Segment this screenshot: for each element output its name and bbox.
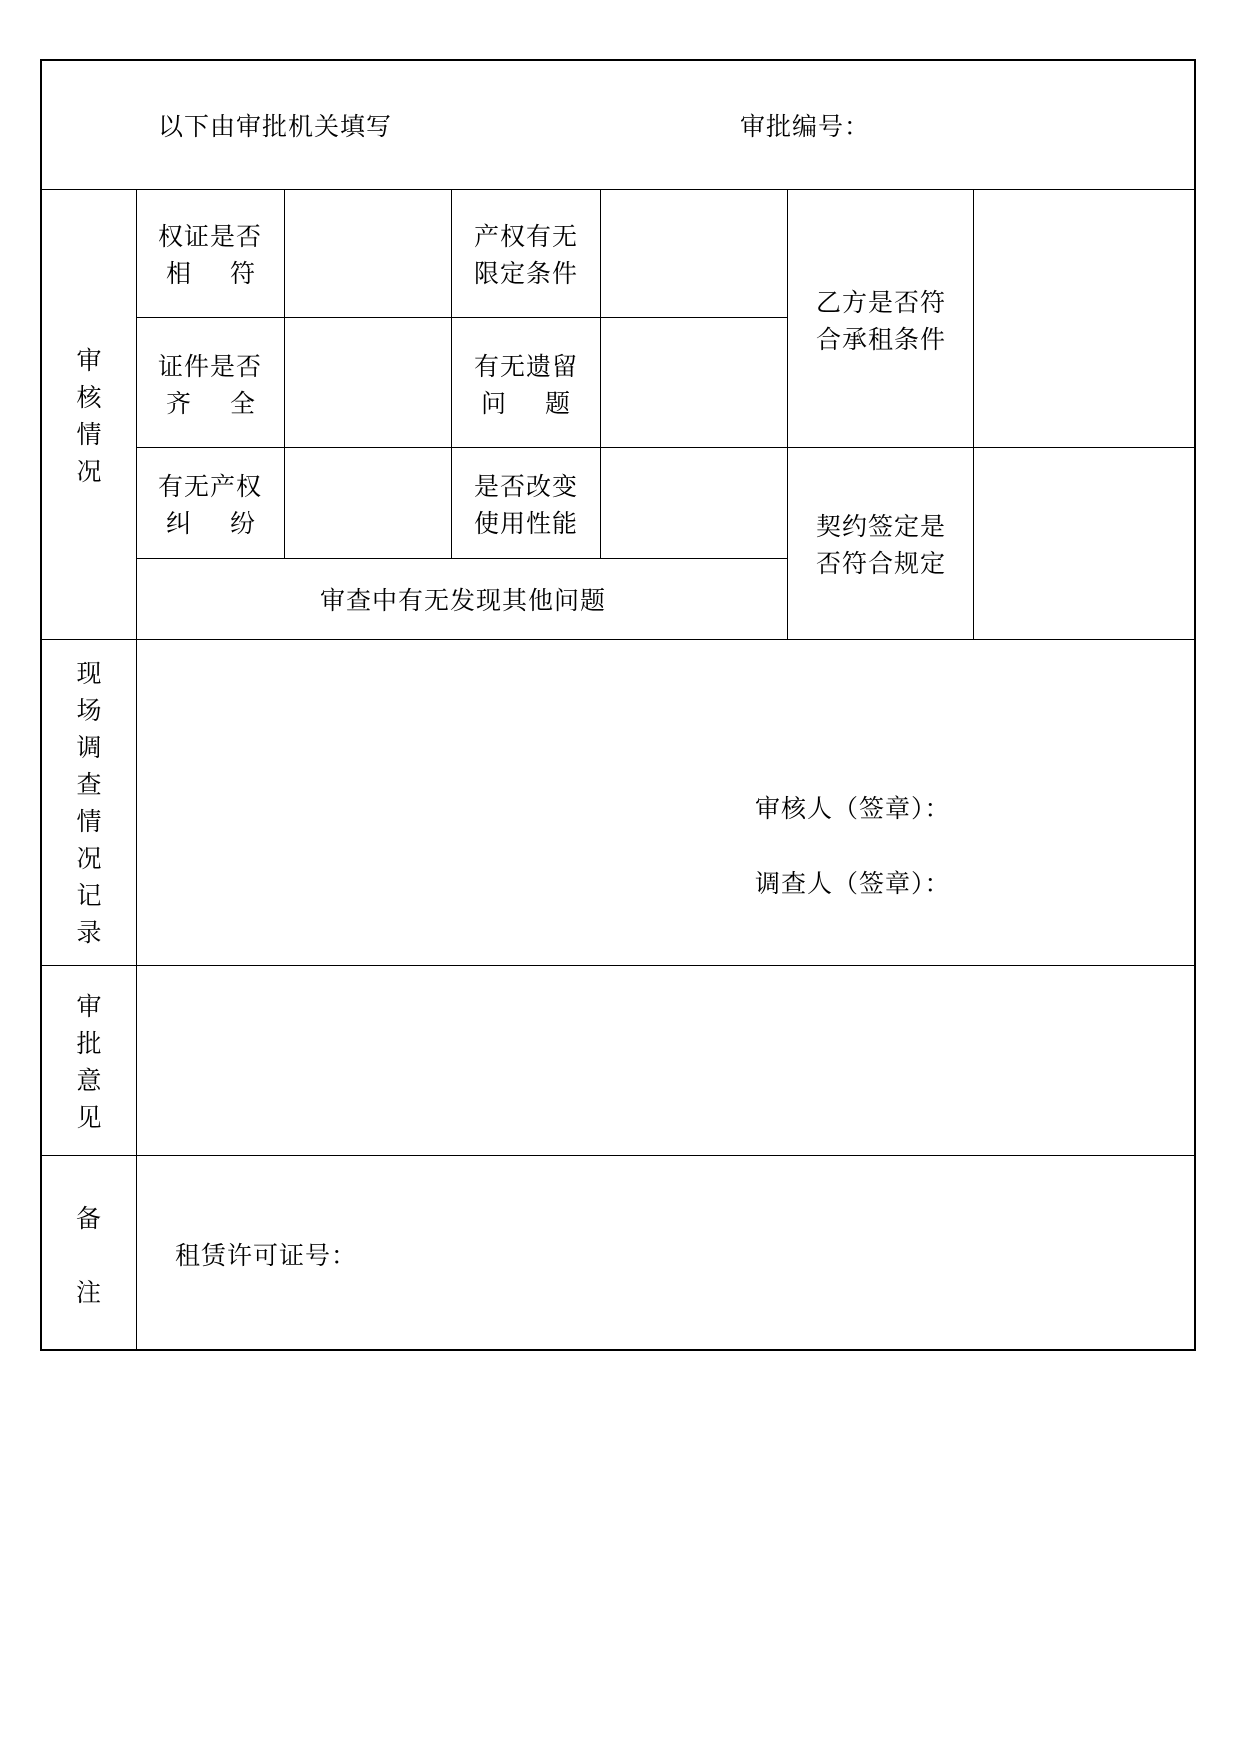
row-divider-review-end — [41, 639, 1195, 640]
other-issues-label: 审查中有无发现其他问题 — [320, 586, 607, 615]
property-restriction-field[interactable] — [602, 191, 786, 316]
ownership-dispute-label-line2b: 纷 — [230, 509, 257, 538]
row-divider-header — [41, 189, 1195, 190]
contract-compliant-label-line2: 否符合规定 — [816, 549, 947, 578]
docs-complete-label-line1: 证件是否 — [158, 352, 263, 381]
legacy-issue-label-line2b: 题 — [545, 389, 572, 418]
col-divider-2 — [451, 189, 452, 559]
col-divider-1 — [284, 189, 285, 559]
approval-opinion-field[interactable] — [138, 967, 1194, 1154]
license-number-field[interactable] — [350, 1238, 1170, 1272]
reviewer-signature-label: 审核人（签章）： — [755, 794, 951, 823]
usage-change-field[interactable] — [602, 449, 786, 557]
contract-compliant-field[interactable] — [975, 449, 1194, 638]
ownership-dispute-label-line2a: 纠 — [166, 509, 193, 538]
usage-change-label-line2: 使用性能 — [474, 509, 579, 538]
docs-complete-field[interactable] — [286, 319, 450, 446]
ownership-dispute-field[interactable] — [286, 449, 450, 557]
row-divider-review-2 — [137, 447, 1195, 448]
row-divider-approval-end — [41, 1155, 1195, 1156]
lessee-eligible-label-line2: 合承租条件 — [816, 325, 947, 354]
col-divider-3 — [600, 189, 601, 559]
investigator-signature-label: 调查人（签章）： — [755, 869, 951, 898]
usage-change-label-line1: 是否改变 — [474, 472, 579, 501]
remarks-section-label-1: 备 — [76, 1204, 103, 1233]
review-section-label: 审 核 情 况 — [76, 346, 102, 486]
row-divider-survey-end — [41, 965, 1195, 966]
survey-section-label: 现 场 调 查 情 况 记 录 — [76, 659, 102, 947]
lessee-eligible-label-line1: 乙方是否符 — [816, 288, 947, 317]
ownership-dispute-label-line1: 有无产权 — [158, 472, 263, 501]
cert-match-label-line1: 权证是否 — [158, 222, 263, 251]
row-divider-review-1 — [137, 317, 788, 318]
docs-complete-label-line2b: 全 — [230, 389, 257, 418]
col-divider-5 — [973, 189, 974, 639]
docs-complete-label-line2a: 齐 — [166, 389, 193, 418]
approval-section-label: 审 批 意 见 — [76, 992, 102, 1132]
property-restriction-label-line1: 产权有无 — [474, 222, 579, 251]
legacy-issue-label-line2a: 问 — [481, 389, 508, 418]
header-filled-by-authority: 以下由审批机关填写 — [158, 112, 393, 141]
contract-compliant-label-line1: 契约签定是 — [816, 512, 947, 541]
lessee-eligible-field[interactable] — [975, 191, 1194, 446]
remarks-section-label-2: 注 — [76, 1278, 103, 1307]
cert-match-label-line2b: 符 — [230, 259, 257, 288]
cert-match-field[interactable] — [286, 191, 450, 316]
cert-match-label-line2a: 相 — [166, 259, 193, 288]
legacy-issue-label-line1: 有无遗留 — [474, 352, 579, 381]
label-column-divider — [136, 189, 137, 1350]
legacy-issue-field[interactable] — [602, 319, 786, 446]
license-number-label: 租赁许可证号： — [175, 1241, 358, 1270]
approval-number-label: 审批编号： — [740, 112, 871, 141]
approval-number-field[interactable] — [880, 112, 1160, 142]
col-divider-4 — [787, 189, 788, 639]
survey-record-field[interactable] — [138, 641, 1194, 964]
row-divider-review-3 — [137, 558, 788, 559]
property-restriction-label-line2: 限定条件 — [474, 259, 579, 288]
